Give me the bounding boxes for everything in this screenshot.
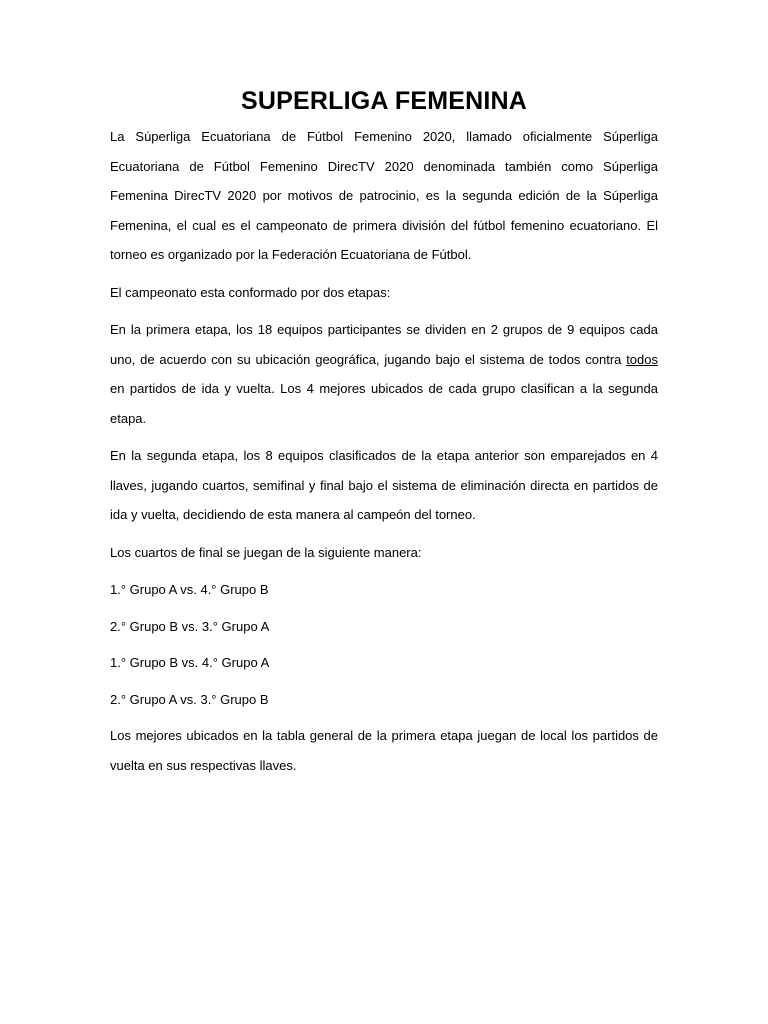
second-stage-paragraph: En la segunda etapa, los 8 equipos clasificados de la etapa anterior son emparejados en 4 llaves, jugando cuartos, semifinal y final bajo el sistema de eliminación directa en partidos de ida y vuelta, decidiendo de esta manera al campeón del torneo.	[110, 448, 658, 522]
first-stage-text-end: en partidos de ida y vuelta. Los 4 mejores ubicados de cada grupo clasifican a la segunda etapa.	[110, 381, 658, 426]
stages-intro-paragraph: El campeonato esta conformado por dos etapas:	[110, 284, 391, 300]
document-page	[110, 86, 658, 788]
quarterfinal-matchup-1: 1.° Grupo A vs. 4.° Grupo B	[110, 582, 269, 597]
intro-paragraph: La Súperliga Ecuatoriana de Fútbol Femenino 2020, llamado oficialmente Súperliga Ecuatoriana de Fútbol Femenino DirecTV 2020 denominada también como Súperliga Femenina DirecTV 2020 por motivos de patrocinio, es la segunda edición de la Súperliga Femenina, el cual es el campeonato de primera división del fútbol femenino ecuatoriano. El torneo es organizado por la Federación Ecuatoriana de Fútbol.	[110, 129, 658, 262]
document-title: SUPERLIGA FEMENINA	[240, 87, 528, 115]
todos-link[interactable]: todos	[626, 351, 658, 367]
closing-paragraph: Los mejores ubicados en la tabla general de la primera etapa juegan de local los partidos de vuelta en sus respectivas llaves.	[110, 728, 658, 773]
quarterfinal-matchup-2: 2.° Grupo B vs. 3.° Grupo A	[110, 618, 270, 634]
quarterfinal-matchup-4: 2.° Grupo A vs. 3.° Grupo B	[110, 691, 269, 707]
first-stage-text-start: En la primera etapa, los 18 equipos participantes se dividen en 2 grupos de 9 equipos cada uno, de acuerdo con su ubicación geográfica, jugando bajo el sistema de todos contra	[110, 322, 658, 367]
first-stage-paragraph	[110, 315, 658, 433]
quarterfinal-matchup-3: 1.° Grupo B vs. 4.° Grupo A	[110, 655, 270, 671]
quarters-intro-paragraph: Los cuartos de final se juegan de la siguiente manera:	[110, 544, 422, 560]
